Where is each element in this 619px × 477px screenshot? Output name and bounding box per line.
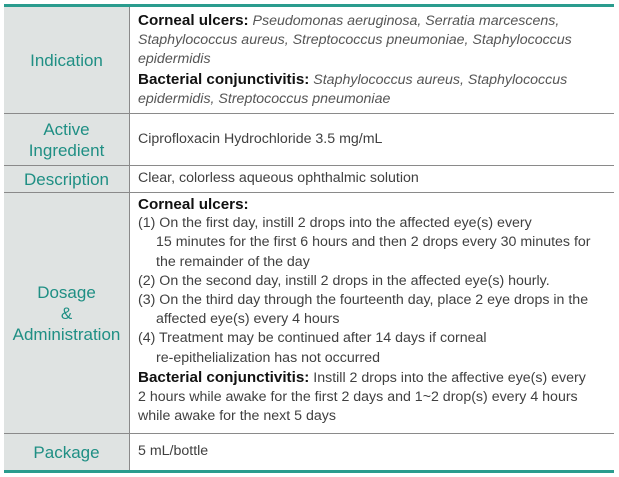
- row-description: [4, 166, 614, 193]
- indication-corneal-text-3: epidermidis: [138, 51, 211, 68]
- row-active-ingredient: [4, 114, 614, 166]
- dosage-step-1-line-1: (1) On the first day, instill 2 drops into the affected eye(s) every: [138, 215, 532, 232]
- dosage-bact-line-1: [138, 368, 610, 388]
- active-ingredient-value: Ciprofloxacin Hydrochloride 3.5 mg/mL: [138, 131, 383, 147]
- label-package: [4, 434, 130, 470]
- row-package: [4, 434, 614, 470]
- description-value: Clear, colorless aqueous ophthalmic solution: [138, 170, 419, 186]
- label-dosage-line-3: Administration: [12, 324, 121, 344]
- dosage-step-2-line-1: (2) On the second day, instill 2 drops in the affected eye(s) hourly.: [138, 272, 550, 289]
- label-dosage: [4, 193, 130, 433]
- dosage-corneal-title: Corneal ulcers:: [138, 196, 249, 213]
- dosage-step-4-line-1: (4) Treatment may be continued after 14 days if corneal: [138, 330, 487, 347]
- indication-bact-line-1: [138, 70, 610, 90]
- bottom-rule: [4, 470, 614, 473]
- label-description-text: Description: [23, 169, 110, 189]
- label-dosage-line-2: &: [60, 303, 73, 323]
- indication-bact-text-2: epidermidis, Streptococcus pneumoniae: [138, 90, 391, 107]
- dosage-step-3-line-2: affected eye(s) every 4 hours: [156, 311, 340, 328]
- dosage-bact-text-2: 2 hours while awake for the first 2 days and 1~2 drop(s) every 4 hours: [138, 389, 578, 406]
- label-indication-text: Indication: [30, 50, 103, 70]
- indication-corneal-line-1: [138, 11, 610, 31]
- indication-bact-text-1: Staphylococcus aureus, Staphylococcus: [313, 71, 568, 88]
- label-description: [4, 166, 130, 192]
- label-active-ingredient: [4, 114, 130, 165]
- dosage-bact-title: Bacterial conjunctivitis:: [138, 368, 310, 386]
- dosage-bact-text-1: Instill 2 drops into the affective eye(s) every: [313, 369, 586, 386]
- label-package-text: Package: [33, 442, 100, 462]
- indication-corneal-title: Corneal ulcers:: [138, 12, 249, 29]
- dosage-bact-text-3: while awake for the next 5 days: [138, 408, 336, 425]
- row-dosage: [4, 193, 614, 434]
- indication-bact-title: Bacterial conjunctivitis:: [138, 70, 310, 88]
- indication-corneal-text-1: Pseudomonas aeruginosa, Serratia marcescens,: [252, 13, 560, 29]
- dosage-step-1-line-3: the remainder of the day: [156, 253, 310, 270]
- indication-content: [138, 11, 610, 109]
- dosage-step-1-line-2: 15 minutes for the first 6 hours and then 2 drops every 30 minutes for: [156, 234, 591, 251]
- indication-corneal-text-2: Staphylococcus aureus, Streptococcus pneumoniae, Staphylococcus: [138, 32, 572, 49]
- label-active-line-1: Active: [43, 119, 90, 139]
- package-value: 5 mL/bottle: [138, 443, 209, 459]
- dosage-step-3-line-1: (3) On the third day through the fourteenth day, place 2 eye drops in the: [138, 292, 589, 309]
- dosage-content: [138, 195, 610, 426]
- label-dosage-line-1: Dosage: [37, 282, 96, 302]
- dosage-step-4-line-2: re-epithelialization has not occurred: [156, 349, 380, 366]
- label-active-line-2: Ingredient: [28, 140, 105, 160]
- label-indication: [4, 7, 130, 113]
- row-indication: [4, 7, 614, 114]
